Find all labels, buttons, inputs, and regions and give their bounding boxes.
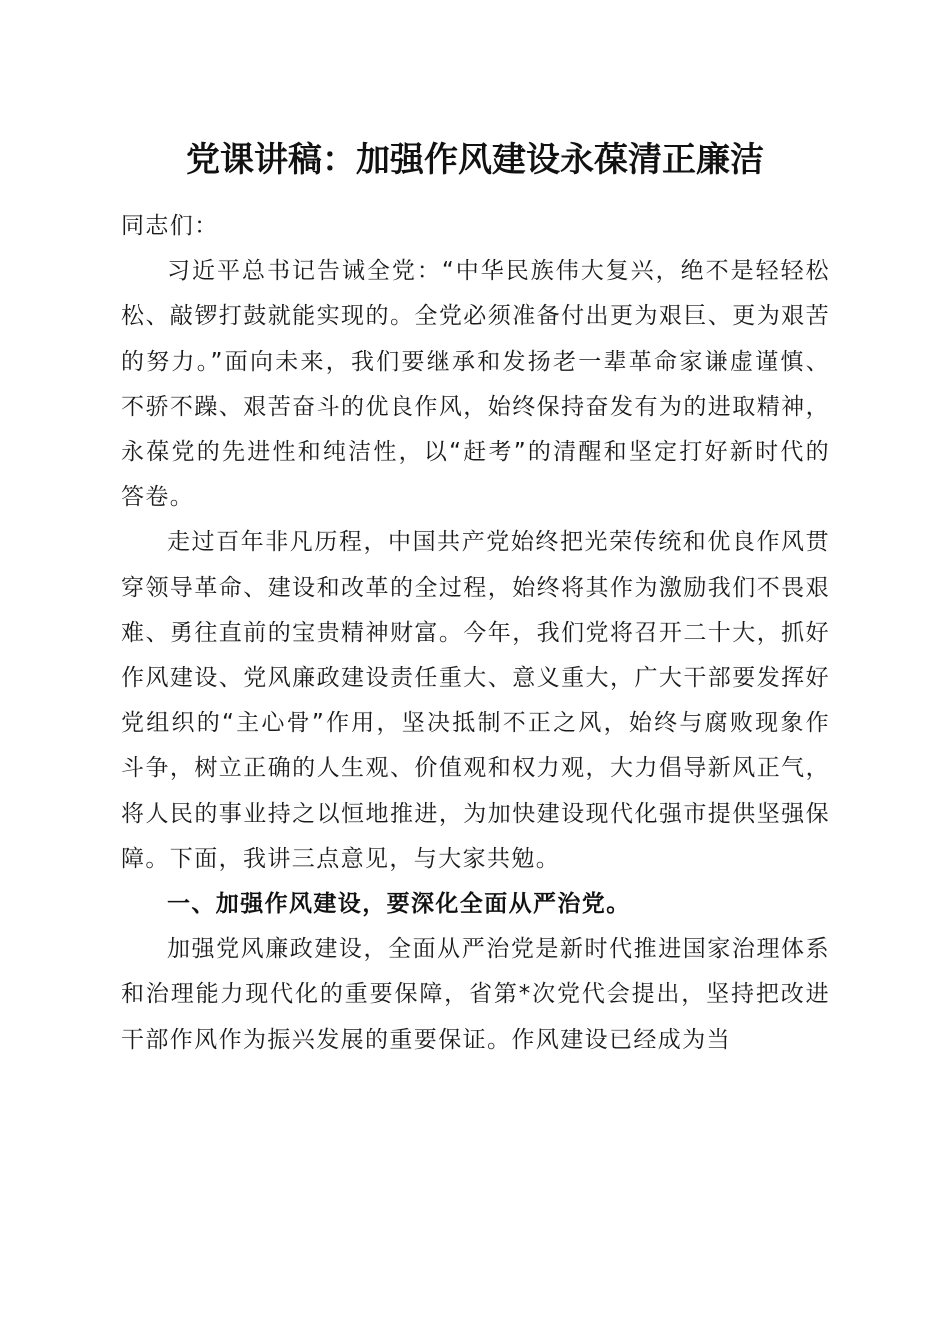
document-body (121, 204, 830, 1063)
body-paragraph: 走过百年非凡历程，中国共产党始终把光荣传统和优良作风贯穿领导革命、建设和改革的全过程，始终将其作为激励我们不畏艰难、勇往直前的宝贵精神财富。今年，我们党将召开二十大，抓好作风建设、党风廉政建设责任重大、意义重大，广大干部要发挥好党组织的“主心骨”作用，坚决抵制不正之风，始终与腐败现象作斗争，树立正确的人生观、价值观和权力观，大力倡导新风正气，将人民的事业持之以恒地推进，为加快建设现代化强市提供坚强保障。下面，我讲三点意见，与大家共勉。 (121, 529, 830, 872)
section-paragraph: 加强党风廉政建设，全面从严治党是新时代推进国家治理体系和治理能力现代化的重要保障，省第*次党代会提出，坚持把改进干部作风作为振兴发展的重要保证。作风建设已经成为当 (121, 936, 830, 1053)
body-paragraph: 习近平总书记告诫全党：“中华民族伟大复兴，绝不是轻轻松松、敲锣打鼓就能实现的。全党必须准备付出更为艰巨、更为艰苦的努力。”面向未来，我们要继承和发扬老一辈革命家谦虚谨慎、不骄不躁、艰苦奋斗的优良作风，始终保持奋发有为的进取精神，永葆党的先进性和纯洁性，以“赶考”的清醒和坚定打好新时代的答卷。 (121, 258, 830, 511)
document-title: 党课讲稿：加强作风建设永葆清正廉洁 (186, 140, 764, 180)
section-heading: 一、加强作风建设，要深化全面从严治党。 (167, 891, 631, 918)
salutation: 同志们： (121, 213, 219, 239)
